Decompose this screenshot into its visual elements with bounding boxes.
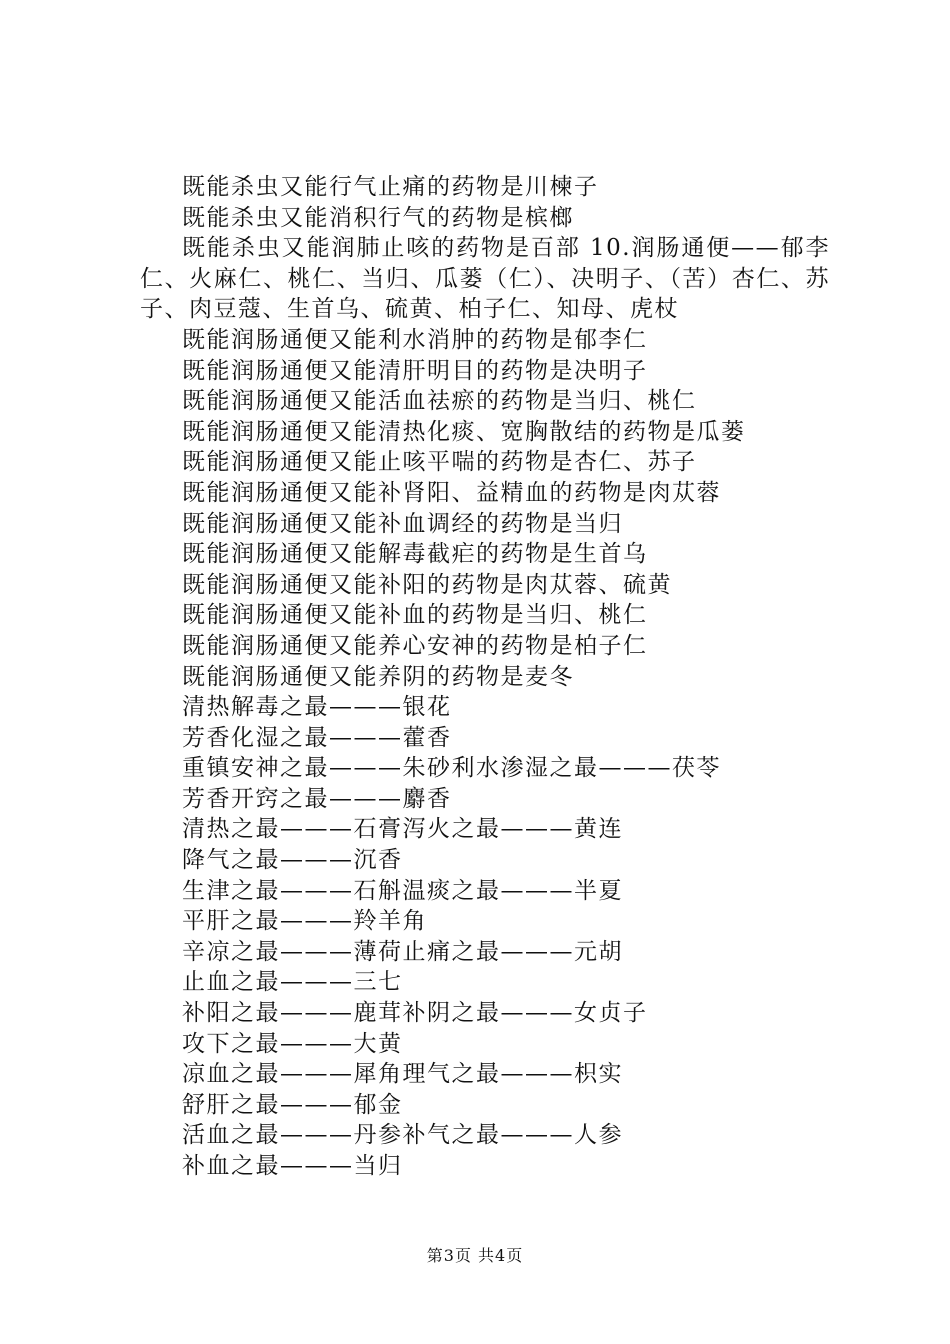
text-line: 止血之最———三七 [182,969,403,996]
document-body [140,172,840,1182]
text-line: 既能润肠通便又能清肝明目的药物是决明子 [182,357,648,384]
text-line: 清热之最———石膏泻火之最———黄连 [182,816,623,843]
text-line: 降气之最———沉香 [182,847,403,874]
text-line: 既能润肠通便又能清热化痰、宽胸散结的药物是瓜蒌 [182,418,746,445]
text-line: 既能杀虫又能消积行气的药物是槟榔 [182,204,574,231]
text-line: 补血之最———当归 [182,1153,403,1179]
text-line: 既能润肠通便又能解毒截疟的药物是生首乌 [182,541,648,568]
text-line: 既能润肠通便又能止咳平喘的药物是杏仁、苏子 [182,449,697,476]
text-line: 平肝之最———羚羊角 [182,908,427,935]
text-paragraph: 既能杀虫又能润肺止咳的药物是百部 10.润肠通便——郁李仁、火麻仁、桃仁、当归、瓜蒌（仁）、决明子、（苦）杏仁、苏子、肉豆蔻、生首乌、硫黄、柏子仁、知母、虎杖 [140,235,830,323]
text-line: 重镇安神之最———朱砂利水渗湿之最———茯苓 [182,755,721,782]
text-line: 辛凉之最———薄荷止痛之最———元胡 [182,938,623,965]
text-line: 芳香化湿之最———藿香 [182,724,452,751]
text-line: 既能润肠通便又能养心安神的药物是柏子仁 [182,632,648,659]
text-line: 活血之最———丹参补气之最———人参 [182,1122,623,1149]
text-line: 生津之最———石斛温痰之最———半夏 [182,877,623,904]
text-line: 既能杀虫又能行气止痛的药物是川楝子 [182,174,599,200]
text-line: 攻下之最———大黄 [182,1030,403,1057]
text-line: 既能润肠通便又能养阴的药物是麦冬 [182,663,574,690]
text-line: 芳香开窍之最———麝香 [182,785,452,812]
text-line: 补阳之最———鹿茸补阴之最———女贞子 [182,1000,648,1027]
text-line: 清热解毒之最———银花 [182,694,452,721]
text-line: 凉血之最———犀角理气之最———枳实 [182,1061,623,1088]
page-number-footer: 第3页 共4页 [426,1246,524,1265]
text-line: 既能润肠通便又能补血的药物是当归、桃仁 [182,602,648,629]
text-line: 舒肝之最———郁金 [182,1091,403,1118]
text-line: 既能润肠通便又能补血调经的药物是当归 [182,510,623,537]
text-line: 既能润肠通便又能补肾阳、益精血的药物是肉苁蓉 [182,479,721,506]
text-line: 既能润肠通便又能利水消肿的药物是郁李仁 [182,326,648,353]
text-line: 既能润肠通便又能活血祛瘀的药物是当归、桃仁 [182,388,697,415]
text-line: 既能润肠通便又能补阳的药物是肉苁蓉、硫黄 [182,571,672,598]
